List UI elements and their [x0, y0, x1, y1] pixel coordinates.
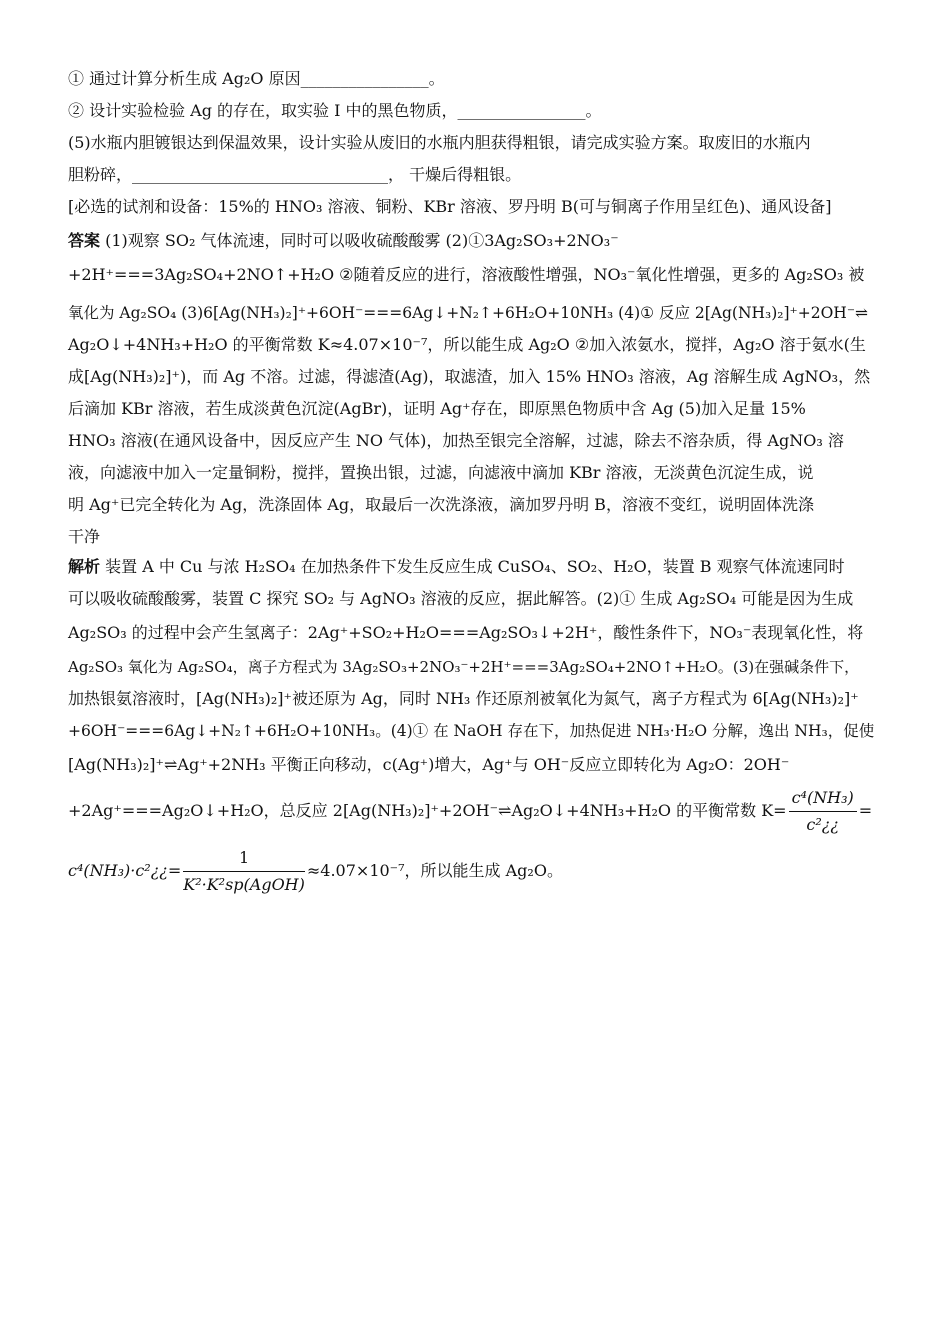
answer-line-7: HNO₃ 溶液(在通风设备中，因反应产生 NO 气体)，加热至银完全溶解，过滤，除去不溶杂质，得 AgNO₃ 溶 [68, 431, 844, 450]
answer-text-1: (1)观察 SO₂ 气体流速，同时可以吸收硫酸酸雾 (2)①3Ag₂SO₃+2NO₃⁻ [105, 231, 619, 250]
question-line-3: (5)水瓶内胆镀银达到保温效果，设计实验从废旧的水瓶内胆获得粗银，请完成实验方案。取废旧的水瓶内 [68, 133, 811, 152]
answer-line-10: 干净 [68, 527, 101, 546]
answer-label: 答案 [68, 231, 101, 250]
analysis-line-2: 可以吸收硫酸酸雾，装置 C 探究 SO₂ 与 AgNO₃ 溶液的反应，据此解答。(2)① 生成 Ag₂SO₄ 可能是因为生成 [68, 589, 854, 608]
analysis-label: 解析 [68, 557, 101, 576]
fraction-1-denominator: c²¿¿ [806, 814, 839, 834]
analysis-equals: = [858, 801, 873, 820]
answer-line-4: Ag₂O↓+4NH₃+H₂O 的平衡常数 K≈4.07×10⁻⁷，所以能生成 Ag₂O ②加入浓氨水，搅拌，Ag₂O 溶于氨水(生 [68, 335, 866, 354]
analysis-conclusion: ≈4.07×10⁻⁷，所以能生成 Ag₂O。 [306, 861, 563, 880]
equilibrium-fraction-2 [183, 847, 305, 896]
fraction-1-numerator: c⁴(NH₃) [789, 787, 857, 812]
analysis-line-4: Ag₂SO₃ 氧化为 Ag₂SO₄，离子方程式为 3Ag₂SO₃+2NO₃⁻+2H⁺===3Ag₂SO₄+2NO↑+H₂O。(3)在强碱条件下， [68, 658, 860, 676]
answer-line-1 [68, 230, 619, 252]
analysis-line-8 [68, 786, 872, 836]
analysis-text-1: 装置 A 中 Cu 与浓 H₂SO₄ 在加热条件下发生反应生成 CuSO₄、SO₂、H₂O，装置 B 观察气体流速同时 [105, 557, 845, 576]
analysis-line-7: [Ag(NH₃)₂]⁺⇌Ag⁺+2NH₃ 平衡正向移动，c(Ag⁺)增大，Ag⁺与 OH⁻反应立即转化为 Ag₂O：2OH⁻ [68, 755, 790, 774]
fraction-2-numerator: 1 [183, 847, 305, 872]
answer-line-9: 明 Ag⁺已完全转化为 Ag，洗涤固体 Ag，取最后一次洗涤液，滴加罗丹明 B，溶液不变红，说明固体洗涤 [68, 495, 814, 514]
analysis-line-5: 加热银氨溶液时，[Ag(NH₃)₂]⁺被还原为 Ag，同时 NH₃ 作还原剂被氧化为氮气，离子方程式为 6[Ag(NH₃)₂]⁺ [68, 689, 859, 708]
answer-line-3: 氧化为 Ag₂SO₄ (3)6[Ag(NH₃)₂]⁺+6OH⁻===6Ag↓+N₂↑+6H₂O+10NH₃ (4)① 反应 2[Ag(NH₃)₂]⁺+2OH⁻⇌ [68, 304, 868, 322]
equilibrium-fraction-1 [789, 787, 857, 836]
analysis-text-8: +2Ag⁺===Ag₂O↓+H₂O，总反应 2[Ag(NH₃)₂]⁺+2OH⁻⇌Ag₂O↓+4NH₃+H₂O 的平衡常数 K= [68, 801, 787, 820]
answer-line-6: 后滴加 KBr 溶液，若生成淡黄色沉淀(AgBr)，证明 Ag⁺存在，即原黑色物质中含 Ag (5)加入足量 15% [68, 399, 806, 418]
analysis-line-1 [68, 556, 845, 578]
question-line-2: ② 设计实验检验 Ag 的存在，取实验 I 中的黑色物质，________________。 [68, 101, 602, 120]
analysis-line-3: Ag₂SO₃ 的过程中会产生氢离子：2Ag⁺+SO₂+H₂O===Ag₂SO₃↓+2H⁺，酸性条件下，NO₃⁻表现氧化性，将 [68, 623, 864, 642]
analysis-line-6: +6OH⁻===6Ag↓+N₂↑+6H₂O+10NH₃。(4)① 在 NaOH 存在下，加热促进 NH₃·H₂O 分解，逸出 NH₃，促使 [68, 722, 875, 740]
analysis-line-9 [68, 844, 563, 898]
fraction-2-denominator: K²·K²sp(AgOH) [183, 874, 305, 894]
analysis-expression: c⁴(NH₃)·c²¿¿= [68, 861, 182, 880]
answer-line-5: 成[Ag(NH₃)₂]⁺)，而 Ag 不溶。过滤，得滤渣(Ag)，取滤渣，加入 15% HNO₃ 溶液，Ag 溶解生成 AgNO₃，然 [68, 367, 871, 386]
question-line-4: 胆粉碎，________________________________， 干燥后得粗银。 [68, 165, 522, 184]
answer-line-8: 液，向滤液中加入一定量铜粉，搅拌，置换出银，过滤，向滤液中滴加 KBr 溶液，无淡黄色沉淀生成，说 [68, 463, 814, 482]
question-line-5: [必选的试剂和设备：15%的 HNO₃ 溶液、铜粉、KBr 溶液、罗丹明 B(可与铜离子作用呈红色)、通风设备] [68, 197, 832, 216]
answer-line-2: +2H⁺===3Ag₂SO₄+2NO↑+H₂O ②随着反应的进行，溶液酸性增强，NO₃⁻氧化性增强，更多的 Ag₂SO₃ 被 [68, 265, 865, 284]
question-line-1: ① 通过计算分析生成 Ag₂O 原因________________。 [68, 69, 445, 88]
